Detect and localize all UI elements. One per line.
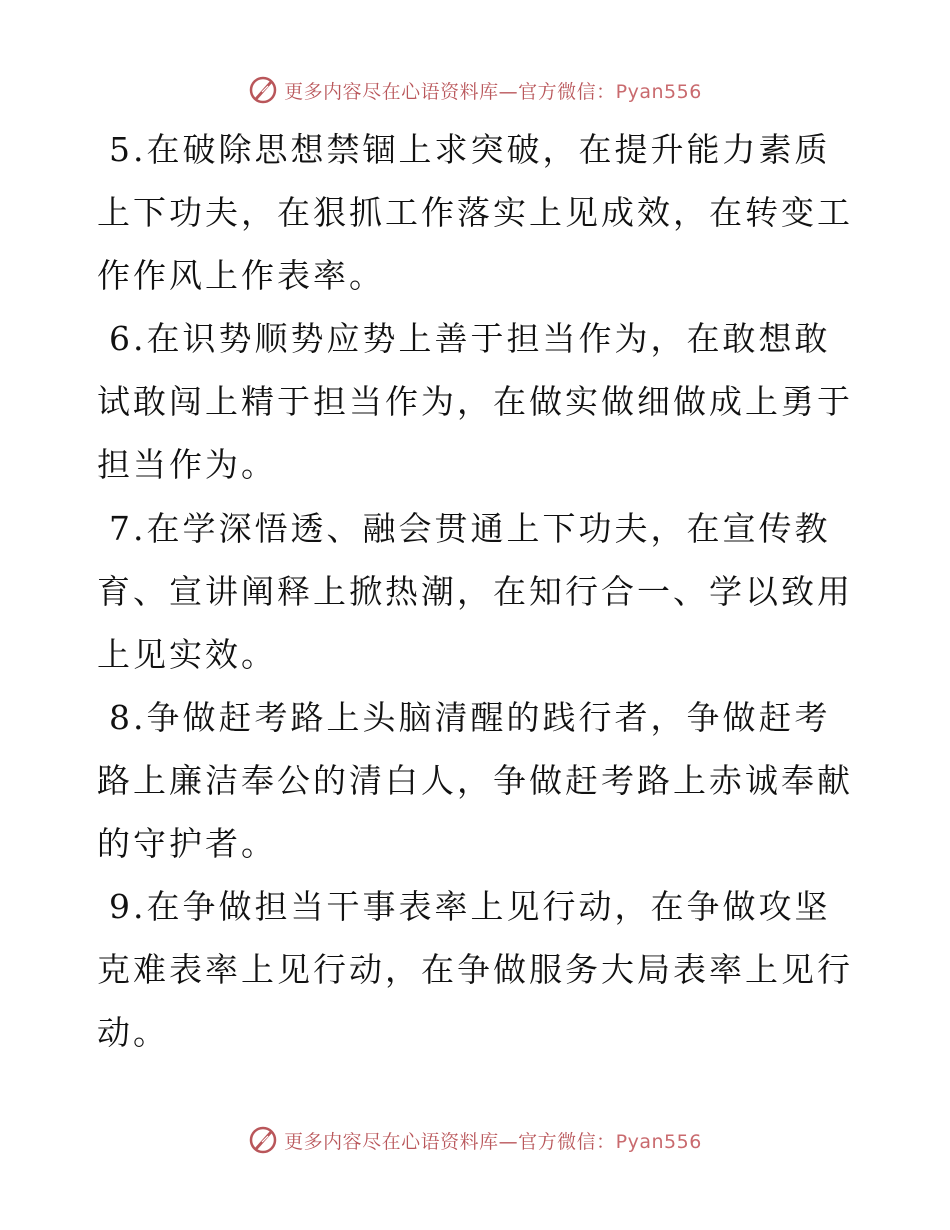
footer-banner — [0, 1122, 950, 1158]
quill-logo-icon — [248, 75, 278, 105]
list-item-5: 5.在破除思想禁锢上求突破，在提升能力素质上下功夫，在狠抓工作落实上见成效，在转变工作作风上作表率。 — [97, 130, 853, 295]
list-item-9: 9.在争做担当干事表率上见行动，在争做攻坚克难表率上见行动，在争做服务大局表率上见行动。 — [97, 887, 853, 1052]
header-banner-id: Pyan556 — [615, 80, 702, 103]
header-banner-text: 更多内容尽在心语资料库—官方微信：Pyan556 — [284, 80, 702, 103]
footer-banner-text: 更多内容尽在心语资料库—官方微信：Pyan556 — [284, 1130, 702, 1153]
header-banner — [0, 72, 950, 108]
list-item-8: 8.争做赶考路上头脑清醒的践行者，争做赶考路上廉洁奉公的清白人，争做赶考路上赤诚奉献的守护者。 — [97, 698, 853, 863]
list-item-6: 6.在识势顺势应势上善于担当作为，在敢想敢试敢闯上精于担当作为，在做实做细做成上勇于担当作为。 — [97, 319, 853, 484]
list-item-7: 7.在学深悟透、融会贯通上下功夫，在宣传教育、宣讲阐释上掀热潮，在知行合一、学以致用上见实效。 — [97, 509, 853, 674]
quill-logo-icon — [248, 1125, 278, 1155]
footer-banner-id: Pyan556 — [615, 1130, 702, 1153]
